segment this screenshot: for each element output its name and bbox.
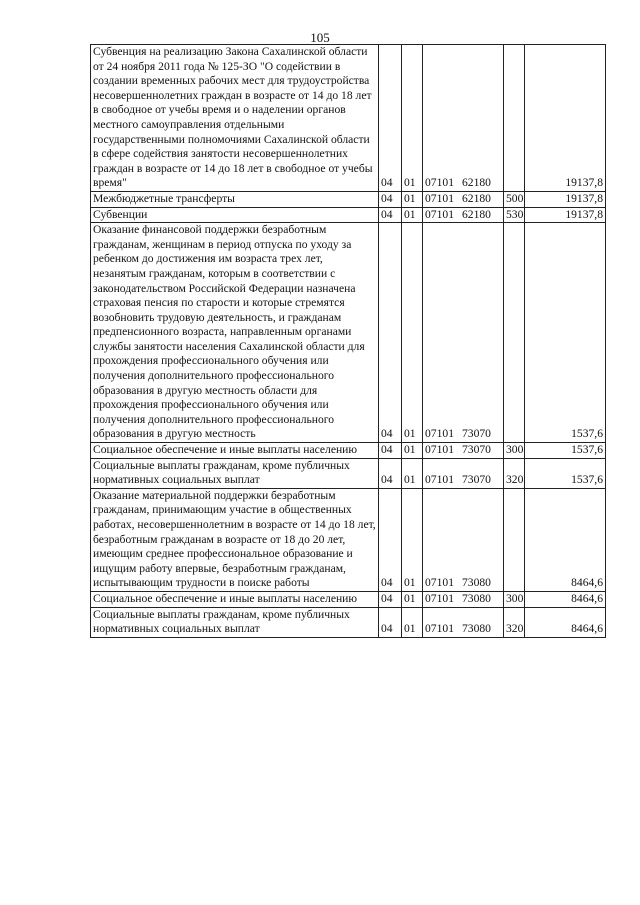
page-number: 105 (310, 30, 330, 45)
row-target-code (423, 591, 504, 607)
table-row (91, 443, 606, 459)
row-target: 62180 (461, 191, 491, 205)
row-subsection: 01 (402, 607, 423, 637)
row-target-code (423, 488, 504, 591)
row-section: 04 (379, 488, 402, 591)
row-target-code (423, 607, 504, 637)
row-subsection: 01 (402, 223, 423, 443)
row-subsection: 01 (402, 45, 423, 192)
row-name: Субвенции (91, 207, 379, 223)
row-name: Социальные выплаты гражданам, кроме публичных нормативных социальных выплат (91, 607, 379, 637)
row-name: Оказание финансовой поддержки безработным гражданам, женщинам в период отпуска по уходу за ребенком до достижения им возраста трех лет, незанятым гражданам, которым в соответствии с законодательством Российской Федерации назначена страховая пенсия по старости и которые стремятся возобновить трудовую деятельность, и гражданам предпенсионного возраста, направленным органами службы занятости населения Сахалинской области для прохождения профессионального обучения или получения дополнительного профессионального образования в другую местность области для прохождения профессионального обучения или получения дополнительного профессионального образования в другую местность (91, 223, 379, 443)
row-expense-type (504, 488, 525, 591)
row-program: 07101 (425, 191, 454, 205)
row-subsection: 01 (402, 191, 423, 207)
row-subsection: 01 (402, 488, 423, 591)
budget-table (90, 44, 606, 638)
row-program: 07101 (425, 473, 454, 487)
row-program: 07101 (425, 622, 454, 636)
row-section: 04 (379, 591, 402, 607)
row-program: 07101 (425, 591, 454, 605)
row-name: Социальные выплаты гражданам, кроме публичных нормативных социальных выплат (91, 458, 379, 488)
row-target: 62180 (461, 176, 491, 190)
row-name: Социальное обеспечение и иные выплаты населению (91, 591, 379, 607)
row-amount: 19137,8 (525, 45, 606, 192)
row-expense-type: 320 (504, 607, 525, 637)
row-target: 73070 (461, 443, 491, 457)
row-target-code (423, 45, 504, 192)
row-subsection: 01 (402, 207, 423, 223)
row-expense-type (504, 223, 525, 443)
row-expense-type: 500 (504, 191, 525, 207)
row-target-code (423, 458, 504, 488)
row-target-code (423, 207, 504, 223)
row-expense-type (504, 45, 525, 192)
row-program: 07101 (425, 443, 454, 457)
row-target-code (423, 223, 504, 443)
row-target: 62180 (461, 207, 491, 221)
table-row (91, 223, 606, 443)
row-program: 07101 (425, 427, 454, 441)
row-amount: 8464,6 (525, 607, 606, 637)
table-row (91, 45, 606, 192)
row-section: 04 (379, 443, 402, 459)
row-amount: 8464,6 (525, 488, 606, 591)
row-expense-type: 300 (504, 591, 525, 607)
row-name: Социальное обеспечение и иные выплаты населению (91, 443, 379, 459)
row-section: 04 (379, 607, 402, 637)
table-row (91, 207, 606, 223)
row-target-code (423, 443, 504, 459)
row-section: 04 (379, 223, 402, 443)
row-program: 07101 (425, 176, 454, 190)
table-row (91, 607, 606, 637)
row-subsection: 01 (402, 458, 423, 488)
table-row (91, 591, 606, 607)
table-row (91, 191, 606, 207)
row-program: 07101 (425, 207, 454, 221)
row-section: 04 (379, 191, 402, 207)
row-target-code (423, 191, 504, 207)
row-name: Межбюджетные трансферты (91, 191, 379, 207)
row-amount: 1537,6 (525, 458, 606, 488)
row-amount: 19137,8 (525, 191, 606, 207)
row-amount: 19137,8 (525, 207, 606, 223)
row-name: Оказание материальной поддержки безработным гражданам, принимающим участие в общественных работах, несовершеннолетним в возрасте от 14 до 18 лет, безработным гражданам в возрасте от 18 до 20 лет, имеющим среднее профессиональное образование и ищущим работу впервые, безработным гражданам, испытывающим трудности в поиске работы (91, 488, 379, 591)
row-program: 07101 (425, 576, 454, 590)
row-target: 73070 (461, 427, 491, 441)
row-expense-type: 300 (504, 443, 525, 459)
table-row (91, 488, 606, 591)
row-target: 73080 (461, 622, 491, 636)
row-expense-type: 320 (504, 458, 525, 488)
row-subsection: 01 (402, 443, 423, 459)
row-target: 73080 (461, 591, 491, 605)
row-target: 73080 (461, 576, 491, 590)
row-amount: 1537,6 (525, 223, 606, 443)
row-subsection: 01 (402, 591, 423, 607)
table-row (91, 458, 606, 488)
row-target: 73070 (461, 473, 491, 487)
row-section: 04 (379, 207, 402, 223)
row-expense-type: 530 (504, 207, 525, 223)
row-name: Субвенция на реализацию Закона Сахалинской области от 24 ноября 2011 года № 125-ЗО "О содействии в создании временных рабочих мест для трудоустройства несовершеннолетних граждан в возрасте от 14 до 18 лет в свободное от учебы время и о наделении органов местного самоуправления отдельными государственными полномочиями Сахалинской области в сфере содействия занятости несовершеннолетних граждан в возрасте от 14 до 18 лет в свободное от учебы время" (91, 45, 379, 192)
row-section: 04 (379, 458, 402, 488)
row-section: 04 (379, 45, 402, 192)
row-amount: 8464,6 (525, 591, 606, 607)
row-amount: 1537,6 (525, 443, 606, 459)
